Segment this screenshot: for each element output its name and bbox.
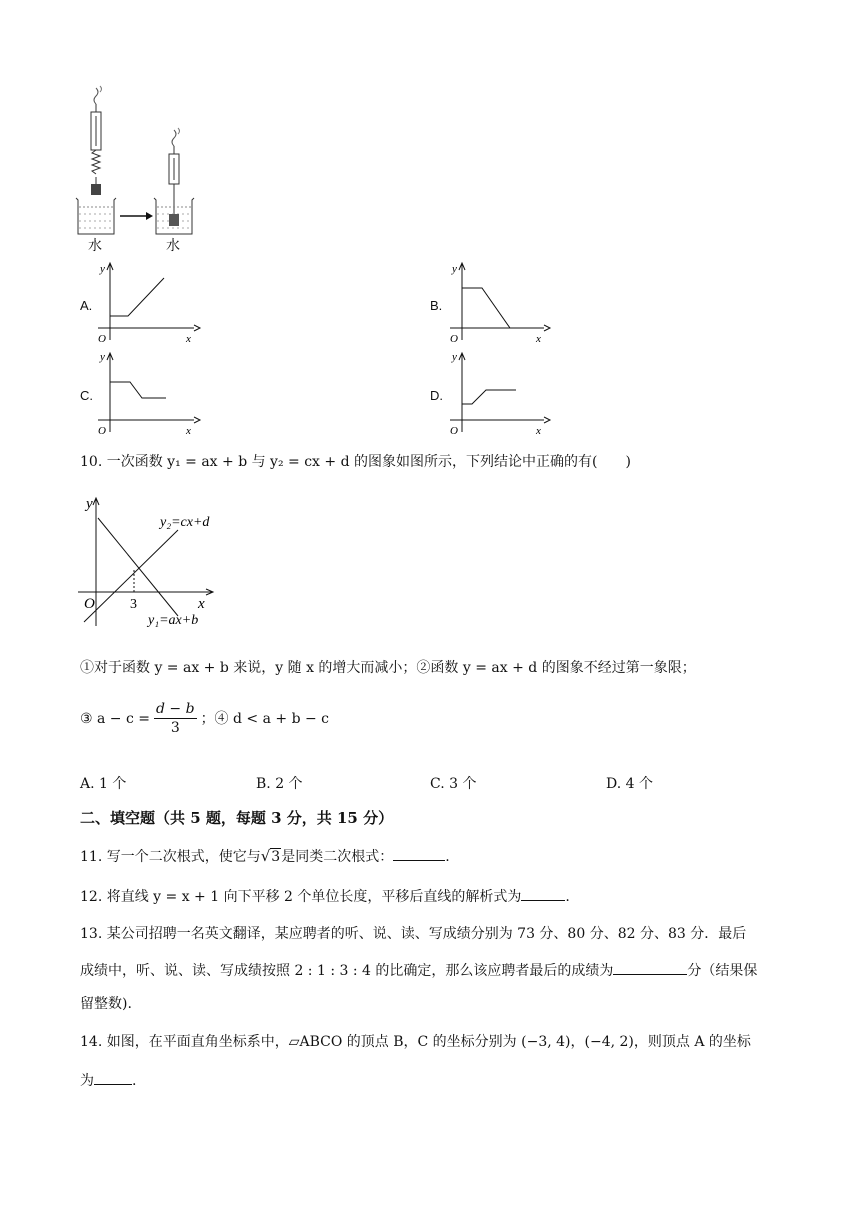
q10-statement-2	[80, 700, 329, 737]
q14-line-2	[80, 1070, 136, 1091]
q10-stem: 10. 一次函数 y₁ = ax + b 与 y₂ = cx + d 的图象如图所示，下列结论中正确的有( )	[80, 454, 631, 470]
q11-radicand: 3	[271, 849, 281, 865]
option-a-x-axis-label: x	[186, 333, 191, 344]
q11-end: .	[445, 849, 450, 865]
option-b-graph[interactable]	[444, 258, 554, 344]
option-d-x-axis-label: x	[536, 425, 541, 436]
q10-statement-2-prefix: ③ a − c =	[80, 710, 150, 727]
option-a-graph[interactable]	[92, 258, 202, 344]
q10-y-axis-label: y	[86, 496, 93, 512]
option-c-graph[interactable]	[92, 346, 202, 436]
option-b-y-axis-label: y	[452, 263, 457, 275]
q12-end: .	[565, 889, 570, 905]
q10-y2-label: y₂=cx+d	[160, 515, 210, 530]
option-c-y-axis-label: y	[100, 351, 105, 363]
option-c-origin-label: O	[98, 425, 106, 436]
q10-tick-label: 3	[130, 597, 137, 612]
q10-linear-graph	[74, 492, 224, 632]
q13-answer-blank[interactable]	[613, 960, 687, 975]
q10-fraction-denominator: 3	[170, 720, 180, 736]
option-d-origin-label: O	[450, 425, 458, 436]
q11-text-after: 是同类二次根式：	[281, 849, 394, 865]
q11-text-before: 11. 写一个二次根式，使它与	[80, 849, 261, 865]
q10-statement-1: ①对于函数 y = ax + b 来说，y 随 x 的增大而减小；②函数 y = ax + d 的图象不经过第一象限；	[80, 660, 696, 676]
option-a-y-axis-label: y	[100, 263, 105, 275]
q10-fraction-numerator: d − b	[156, 701, 195, 717]
q10-choice-c[interactable]: C. 3 个	[430, 776, 477, 792]
option-c-x-axis-label: x	[186, 425, 191, 436]
q10-choice-a[interactable]: A. 1 个	[80, 776, 127, 792]
q10-choice-b[interactable]: B. 2 个	[256, 776, 303, 792]
option-a-letter[interactable]: A.	[80, 298, 93, 313]
q10-origin-label: O	[84, 596, 95, 612]
q14-answer-blank[interactable]	[94, 1070, 132, 1085]
q13-line-2	[80, 960, 757, 981]
q11-line	[80, 846, 450, 867]
option-c-letter[interactable]: C.	[80, 388, 93, 403]
q14-line-1: 14. 如图，在平面直角坐标系中，▱ABCO 的顶点 B，C 的坐标分别为 (−3, 4)，(−4, 2)，则顶点 A 的坐标	[80, 1034, 751, 1050]
q13-line-2-text: 成绩中，听、说、读、写成绩按照 2 : 1 : 3 : 4 的比确定，那么该应聘者最后的成绩为	[80, 963, 614, 979]
option-d-y-axis-label: y	[452, 351, 457, 363]
q10-choice-d[interactable]: D. 4 个	[606, 776, 653, 792]
q13-line-3: 留整数).	[80, 996, 132, 1012]
q13-line-2-after: 分（结果保	[687, 963, 758, 979]
sqrt-sign: √	[260, 847, 271, 865]
spring-scale-diagram	[70, 84, 220, 260]
option-b-letter[interactable]: B.	[430, 298, 443, 313]
option-d-graph[interactable]	[444, 346, 554, 436]
q12-answer-blank[interactable]	[521, 886, 565, 901]
option-b-origin-label: O	[450, 333, 458, 344]
beaker-label-left: 水	[88, 238, 102, 254]
option-d-letter[interactable]: D.	[430, 388, 443, 403]
q10-y1-label: y₁=ax+b	[148, 613, 199, 628]
q10-fraction	[154, 700, 197, 737]
q12-line	[80, 886, 570, 907]
q10-statement-2-suffix: ；④ d < a + b − c	[200, 710, 330, 727]
beaker-label-right: 水	[166, 238, 180, 254]
section-2-heading: 二、填空题（共 5 题，每题 3 分，共 15 分）	[80, 809, 394, 827]
q11-answer-blank[interactable]	[393, 846, 445, 861]
q12-text: 12. 将直线 y = x + 1 向下平移 2 个单位长度，平移后直线的解析式为	[80, 889, 522, 905]
q13-line-1: 13. 某公司招聘一名英文翻译，某应聘者的听、说、读、写成绩分别为 73 分、80 分、82 分、83 分．最后	[80, 926, 747, 942]
q10-x-axis-label: x	[198, 596, 205, 612]
option-a-origin-label: O	[98, 333, 106, 344]
q14-end: .	[132, 1073, 137, 1089]
q14-line-2-text: 为	[80, 1073, 94, 1089]
option-b-x-axis-label: x	[536, 333, 541, 344]
